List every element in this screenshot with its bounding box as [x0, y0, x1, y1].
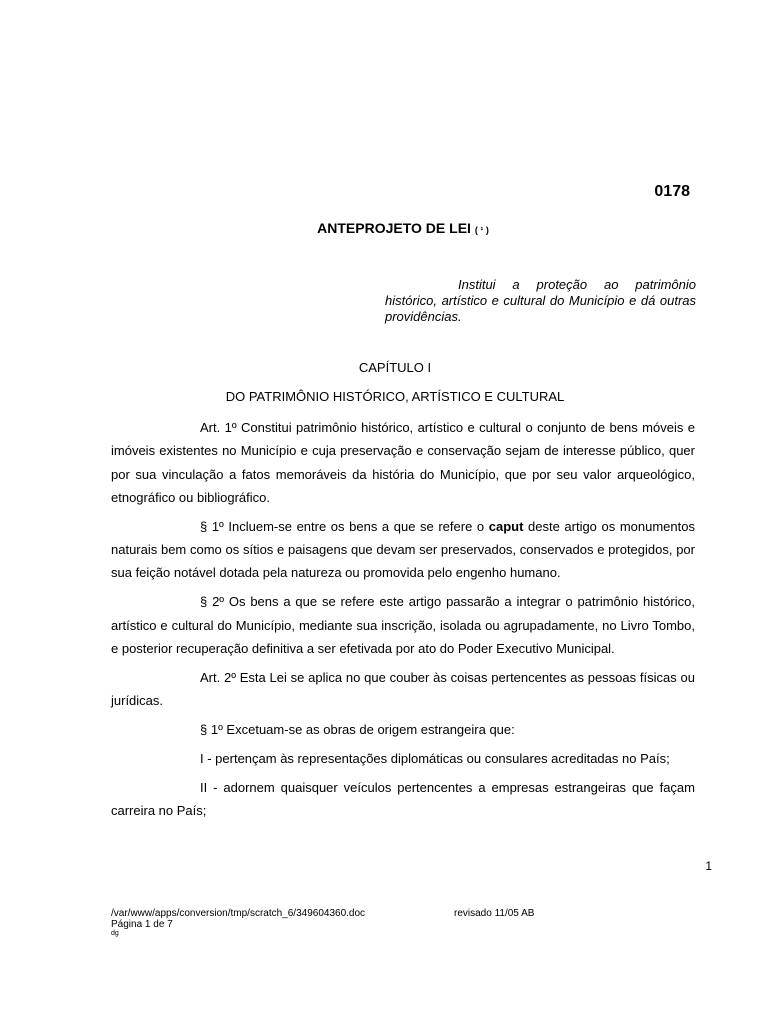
- revision-note: revisado 11/05 AB: [454, 908, 535, 919]
- document-title-text: ANTEPROJETO DE LEI: [317, 220, 471, 236]
- article-1: Art. 1º Constitui patrimônio histórico, artístico e cultural o conjunto de bens móveis e imóveis existentes no Município e cuja preservação e conservação sejam de interesse público, quer por sua vinculação a fatos memoráveis da história do Município, que por seu valor arqueológico, etnográfico ou bibliográfico.: [111, 420, 695, 505]
- document-number: 0178: [654, 183, 690, 200]
- paragraph-text-after: deste artigo os monumentos naturais bem como os sítios e paisagens que devam ser preservados, conservados e protegidos, por sua feição notável dotada pela natureza ou promovida pelo engenho humano.: [111, 518, 695, 581]
- file-path: /var/www/apps/conversion/tmp/scratch_6/349604360.doc: [111, 908, 366, 919]
- page-footer: [111, 908, 611, 938]
- paragraph-text-before: § 1º Incluem-se entre os bens a que se refere o: [200, 518, 489, 534]
- footer-initials: dg: [111, 930, 119, 937]
- ementa: Institui a proteção ao patrimônio histórico, artístico e cultural do Município e dá outras providências.: [385, 277, 696, 324]
- article-2: Art. 2º Esta Lei se aplica no que couber às coisas pertencentes as pessoas físicas ou jurídicas.: [111, 669, 695, 709]
- title-footnote-marker: ( ¹ ): [474, 225, 489, 235]
- footer-line-1: [111, 908, 611, 919]
- document-title: [0, 220, 768, 236]
- body-text: [111, 416, 695, 828]
- footer-page-info: Página 1 de 7: [111, 919, 173, 930]
- item-i: I - pertençam às representações diplomáticas ou consulares acreditadas no País;: [200, 750, 670, 766]
- page-number: 1: [705, 859, 712, 873]
- article-2-paragraph-1: § 1º Excetuam-se as obras de origem estrangeira que:: [200, 721, 515, 737]
- article-1-paragraph-1: [111, 515, 695, 585]
- chapter-title: DO PATRIMÔNIO HISTÓRICO, ARTÍSTICO E CULTURAL: [225, 389, 565, 404]
- article-1-paragraph-2: § 2º Os bens a que se refere este artigo passarão a integrar o patrimônio histórico, artístico e cultural do Município, mediante sua inscrição, isolada ou agrupadamente, no Livro Tombo, e posterior recuperação definitiva a ser efetivada por ato do Poder Executivo Municipal.: [111, 594, 695, 656]
- item-ii: II - adornem quaisquer veículos pertencentes a empresas estrangeiras que façam carreira no País;: [111, 779, 695, 819]
- caput-term: caput: [488, 518, 524, 534]
- chapter-number: CAPÍTULO I: [358, 360, 432, 375]
